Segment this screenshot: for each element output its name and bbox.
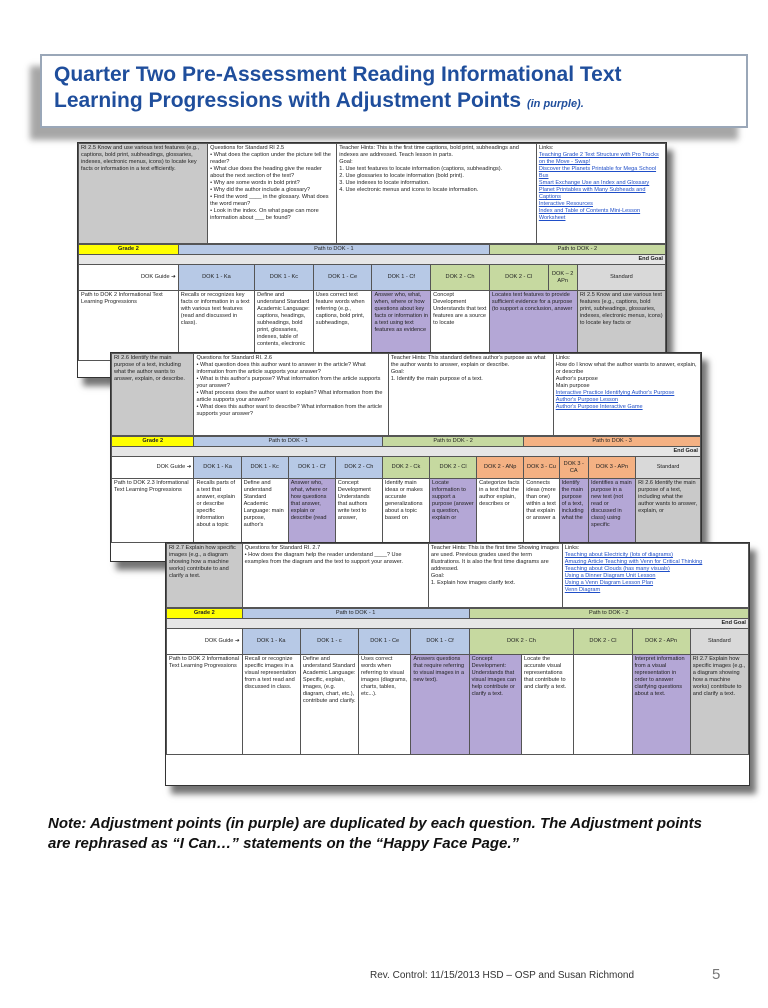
card2-standard: RI 2.6 Identify the main purpose of a text, including what the author wants to answer, explain, or describe. [112, 354, 194, 436]
card1-top-table [78, 143, 666, 244]
card3-links [562, 544, 748, 608]
card2-lp-cell: Locate information to support a purpose (answer a question, explain or [430, 479, 477, 543]
card3-dok-cell: DOK 1 - Ka [242, 629, 300, 655]
card1-path-dok1: Path to DOK - 1 [178, 245, 489, 255]
card3-path-dok2: Path to DOK - 2 [469, 609, 748, 619]
card1-standard: RI 2.5 Know and use various text features (e.g., captions, bold print, subheadings, glossaries, indexes, electronic menus, icons) to locate key facts or information in a text efficiently. [79, 144, 208, 244]
card3-lp-title: Path to DOK 2 Informational Text Learning Progressions [167, 655, 243, 755]
card2-hints-title: Teacher Hints: This standard defines author's purpose as what the author wants to answer, explain or describe. [390, 355, 546, 368]
card-ri-2-7 [165, 542, 750, 786]
card3-hint: 1. Explain how images clarify text. [430, 580, 516, 586]
card2-lp-cell: Identifies a main purpose in a new text (not read or discussed in class) using specific [589, 479, 636, 543]
card2-dok-cell: DOK 3 - CA [559, 457, 588, 479]
card2-link[interactable]: Author's Purpose Interactive Game [555, 404, 643, 410]
card3-dok-cell: DOK 2 - Ch [469, 629, 574, 655]
card1-hints-title: Teacher Hints: This is the first time captions, bold print, subheadings and indexes are addressed. Teach lesson in parts. [339, 145, 519, 158]
card2-goal: Goal: [390, 369, 405, 375]
card3-dok-cell: DOK 2 - APn [632, 629, 690, 655]
page-title-line2-text: Learning Progressions with Adjustment Points [54, 89, 522, 112]
card1-dok-cell: DOK 1 - Kc [255, 265, 314, 291]
card1-lp-cell: Uses correct text feature words when referring (e.g., captions, bold print, subheadings, [313, 291, 372, 361]
card3-dok-cell: DOK 1 - Cf [411, 629, 469, 655]
title-note: (in purple). [526, 98, 584, 110]
card2-lp-cell: Identify main ideas or makes accurate generalizations about a topic based on [382, 479, 429, 543]
card2-end-goal: End Goal [112, 447, 701, 457]
card1-dok-cell: DOK 2 - Cl [489, 265, 548, 291]
card2-link[interactable]: Interactive Practice Identifying Author's Purpose [555, 390, 675, 396]
card-ri-2-5 [77, 142, 667, 378]
card1-links [536, 144, 665, 244]
card1-question: • What does the caption under the picture tell the reader? [210, 152, 331, 165]
card1-hints [337, 144, 537, 244]
card2-top-table [111, 353, 701, 436]
card3-link[interactable]: Using a Venn Diagram Lesson Plan [564, 580, 654, 586]
card3-dok-cell: DOK 1 - Ce [359, 629, 411, 655]
card1-dok-cell: DOK – 2 APn [548, 265, 577, 291]
card3-question-text: How does the diagram help the reader understand ____? Use examples from the diagram and the text to support your answer. [244, 552, 403, 565]
card1-question-text: What clue does the heading give the reader about the next section of the text? [210, 166, 322, 179]
card3-path-dok1: Path to DOK - 1 [242, 609, 469, 619]
card2-dok-guide: DOK Guide ➔ [112, 457, 194, 479]
card1-link[interactable]: Smart Exchange Use an Index and Glossary [538, 180, 650, 186]
card3-dok-cell: DOK 1 - c [300, 629, 358, 655]
card1-grade: Grade 2 [79, 245, 179, 255]
card2-dok-cell: DOK 2 - Ck [382, 457, 429, 479]
card1-hint: 2. Use glossaries to locate information (bold print). [339, 173, 464, 179]
card2-question-text: What question does this author want to answer in the article? What information from the article supports your answer? [196, 362, 366, 375]
card1-questions [208, 144, 337, 244]
card2-lp-cell: Answer who, what, where or how questions that answer, explain or describe (read [288, 479, 335, 543]
card2-question-text: What process does the author want to explain? What information from the article supports your answer? [196, 390, 383, 403]
card3-lp-cell: Locate the accurate visual representations that contribute to and clarify a text. [521, 655, 573, 755]
card1-question-text: Why did the author include a glossary? [213, 187, 311, 193]
card3-lp-cell: Recall or recognize specific images in a visual representation from a text read and discussed in class. [242, 655, 300, 755]
card3-question: • How does the diagram help the reader understand ____? Use examples from the diagram and the text to support your answer. [244, 552, 403, 565]
card2-links-text: Author's purpose [555, 376, 598, 382]
card2-dok-cell: DOK 1 - Cf [288, 457, 335, 479]
card2-dok-cell: DOK 3 - APn [589, 457, 636, 479]
card3-link[interactable]: Venn Diagram [564, 587, 601, 593]
card2-dok-cell: DOK 1 - Ka [194, 457, 241, 479]
card1-dok-cell: DOK 2 - Ch [431, 265, 490, 291]
card1-question: • Find the word ____ in the glossary. What does the word mean? [210, 194, 329, 207]
card2-lp-cell: Define and understand Standard Academic Language: main purpose, author's [241, 479, 288, 543]
card2-dok-cell: DOK 1 - Kc [241, 457, 288, 479]
card3-hints [428, 544, 562, 608]
card1-end-goal: End Goal [79, 255, 666, 265]
card1-question-text: What does the caption under the picture tell the reader? [210, 152, 331, 165]
footer-revision: Rev. Control: 11/15/2013 HSD – OSP and Susan Richmond [370, 970, 635, 981]
card1-lp-cell: Define and understand Standard Academic Language: captions, headings, subheadings, bold print, glossaries, indexes, table of contents, electronic [255, 291, 314, 361]
adjustment-note: Note: Adjustment points (in purple) are duplicated by each question. The Adjustment points are rephrased as “I Can…” statements on the “Happy Face Page.” [48, 815, 702, 852]
card1-link[interactable]: Teaching Grade 2 Text Structure with Pro Trucks on the Move - Swap! [538, 152, 659, 165]
card2-dok-cell: DOK 2 - Ch [335, 457, 382, 479]
card3-lp-cell: Define and understand Standard Academic Language: Specific, explain, images, (e.g. diagram, chart, etc.), contribute and clarify. [300, 655, 358, 755]
card2-lp-cell: Identify the main purpose of a text, including what the [559, 479, 588, 543]
card2-lp-cell: Categorize facts in a text that the author explain, describes or [477, 479, 524, 543]
card1-dok-cell: DOK 1 - Cf [372, 265, 431, 291]
card2-link[interactable]: Author's Purpose Lesson [555, 397, 619, 403]
card2-question: • What is this author's purpose? What information from the article supports your answer? [196, 376, 381, 389]
card2-lp-cell: Recalls parts of a text that answer, explain or describe specific information about a topic [194, 479, 241, 543]
card1-link[interactable]: Index and Table of Contents Mini-Lesson Worksheet [538, 208, 641, 221]
card1-lp-cell: RI 2.5 Know and use various text features (e.g., captions, bold print, subheadings, glossaries, indexes, electronic menus, icons) to locate key facts or [577, 291, 665, 361]
card2-question: • What does this author want to describe? What information from the article supports your answer? [196, 404, 383, 417]
card3-end-goal: End Goal [167, 619, 749, 629]
card2-links-text: Main purpose [555, 383, 590, 389]
card2-links-text: How do I know what the author wants to answer, explain, or describe [555, 362, 697, 375]
card3-dok-cell: Standard [690, 629, 748, 655]
card3-grade: Grade 2 [167, 609, 243, 619]
card3-standard: RI 2.7 Explain how specific images (e.g., a diagram showing how a machine works) contribute to and clarify a text. [167, 544, 243, 608]
card2-lp-cell: RI 2.6 Identify the main purpose of a text, including what the author wants to answer, explain, or [636, 479, 701, 543]
card2-lp-title: Path to DOK 2.3 Informational Text Learning Progressions [112, 479, 194, 543]
card3-questions [242, 544, 428, 608]
card2-dok-cell: DOK 2 - Cl [430, 457, 477, 479]
card3-lp-cell: Uses correct words when referring to visual images (diagrams, charts, tables, etc...). [359, 655, 411, 755]
card2-questions [194, 354, 388, 436]
card3-dok-cell: DOK 2 - Cl [574, 629, 632, 655]
card1-lp-cell: Locates text features to provide sufficient evidence for a purpose (to support a conclusion, answer [489, 291, 577, 361]
card2-question-text: What does this author want to describe? What information from the article supports your answer? [196, 404, 383, 417]
card2-dok-cell: Standard [636, 457, 701, 479]
card1-dok-cell: Standard [577, 265, 665, 291]
card3-questions-title: Questions for Standard RI. 2.7 [244, 545, 321, 551]
page-number: 5 [712, 966, 721, 983]
card1-dok-guide: DOK Guide ➔ [79, 265, 179, 291]
title-box [40, 54, 748, 128]
card1-goal: Goal: [339, 159, 353, 165]
card1-question: • Look in the index. On what page can more information about ___ be found? [210, 208, 319, 221]
card1-question-text: Look in the index. On what page can more information about ___ be found? [210, 208, 319, 221]
card3-lp-cell: Concept Development: Understands that visual images can help contribute or clarify a text. [469, 655, 521, 755]
card3-lp-cell: Answers questions that require referring to visual images in a new text). [411, 655, 469, 755]
card1-dok-cell: DOK 1 - Ce [313, 265, 372, 291]
card1-question: • Why did the author include a glossary? [210, 187, 311, 193]
card3-lp-table [166, 608, 749, 755]
card3-lp-cell: Interpret information from a visual representation in order to answer clarifying questions about a text. [632, 655, 690, 755]
card2-question-text: What is this author's purpose? What information from the article supports your answer? [196, 376, 381, 389]
page-title-line1: Quarter Two Pre-Assessment Reading Informational Text [54, 63, 622, 86]
card3-hints-title: Teacher Hints: This is the first time Showing images are used. Previous grades used the term illustrations. It is also the first time diagrams are addressed. [430, 545, 559, 572]
card3-link[interactable]: Amazing Article Teaching with Venn for Critical Thinking [564, 559, 703, 565]
card2-grade: Grade 2 [112, 437, 194, 447]
card2-lp-cell: Connects ideas (more than one) within a text that explain or answer a [524, 479, 559, 543]
card2-path-dok1: Path to DOK - 1 [194, 437, 382, 447]
card3-dok-guide: DOK Guide ➔ [167, 629, 243, 655]
card1-link[interactable]: Planet Printables with Many Subheads and Captions [538, 187, 646, 200]
card1-question: • What clue does the heading give the reader about the next section of the text? [210, 166, 322, 179]
card2-path-dok2: Path to DOK - 2 [382, 437, 523, 447]
card1-hint: 3. Use indexes to locate information. [339, 180, 430, 186]
card3-top-table [166, 543, 749, 608]
card1-links-title: Links: [538, 145, 554, 151]
card3-link[interactable]: Teaching about Electricity (lots of diagrams) [564, 552, 673, 558]
card2-hint: 1. Identify the main purpose of a text. [390, 376, 483, 382]
card3-goal: Goal: [430, 573, 445, 579]
card3-link[interactable]: Teaching about Clouds (has many visuals) [564, 566, 670, 572]
card1-hint: 1. Use text features to locate information (captions, subheadings). [339, 166, 503, 172]
card2-questions-title: Questions for Standard RI. 2.6 [196, 355, 273, 361]
card1-lp-cell: Answer who, what, when, where or how questions about key facts or information in a text using text features as evidence [372, 291, 431, 361]
card1-lp-table [78, 244, 666, 361]
card1-link[interactable]: Interactive Resources [538, 201, 593, 207]
page-title-line2 [54, 88, 734, 117]
card1-question-text: Find the word ____ in the glossary. What does the word mean? [210, 194, 329, 207]
card1-dok-cell: DOK 1 - Ka [178, 265, 254, 291]
card-ri-2-6 [110, 352, 702, 562]
card1-question-text: Why are some words in bold print? [213, 180, 300, 186]
card1-lp-cell: Recalls or recognizes key facts or information in a text with various text features (read and discussed in class). [178, 291, 254, 361]
card3-links-title: Links: [564, 545, 580, 551]
card1-link[interactable]: Discover the Planets Printable for Mega School Bus [538, 166, 657, 179]
card2-lp-table [111, 436, 701, 543]
card2-path-dok3: Path to DOK - 3 [524, 437, 701, 447]
card2-lp-cell: Concept Development Understands that authors write text to answer, [335, 479, 382, 543]
card1-path-dok2: Path to DOK - 2 [489, 245, 665, 255]
card1-lp-title: Path to DOK 2 Informational Text Learning Progressions [79, 291, 179, 361]
card3-lp-cell [574, 655, 632, 755]
card3-link[interactable]: Using a Dinner Diagram Unit Lesson [564, 573, 656, 579]
card1-question: • Why are some words in bold print? [210, 180, 300, 186]
card2-hints [388, 354, 553, 436]
card2-dok-cell: DOK 3 - Cu [524, 457, 559, 479]
card1-lp-cell: Concept Development Understands that text features are a source to locate [431, 291, 490, 361]
card2-question: • What process does the author want to explain? What information from the article supports your answer? [196, 390, 383, 403]
card3-lp-cell: RI 2.7 Explain how specific images (e.g., a diagram showing how a machine works) contribute to and clarify a text. [690, 655, 748, 755]
card1-hint: 4. Use electronic menus and icons to locate information. [339, 187, 479, 193]
card1-questions-title: Questions for Standard RI 2.5 [210, 145, 285, 151]
card2-question: • What question does this author want to answer in the article? What information from the article supports your answer? [196, 362, 366, 375]
card2-dok-cell: DOK 2 - ANp [477, 457, 524, 479]
card2-links-title: Links: [555, 355, 571, 361]
card2-links [553, 354, 700, 436]
